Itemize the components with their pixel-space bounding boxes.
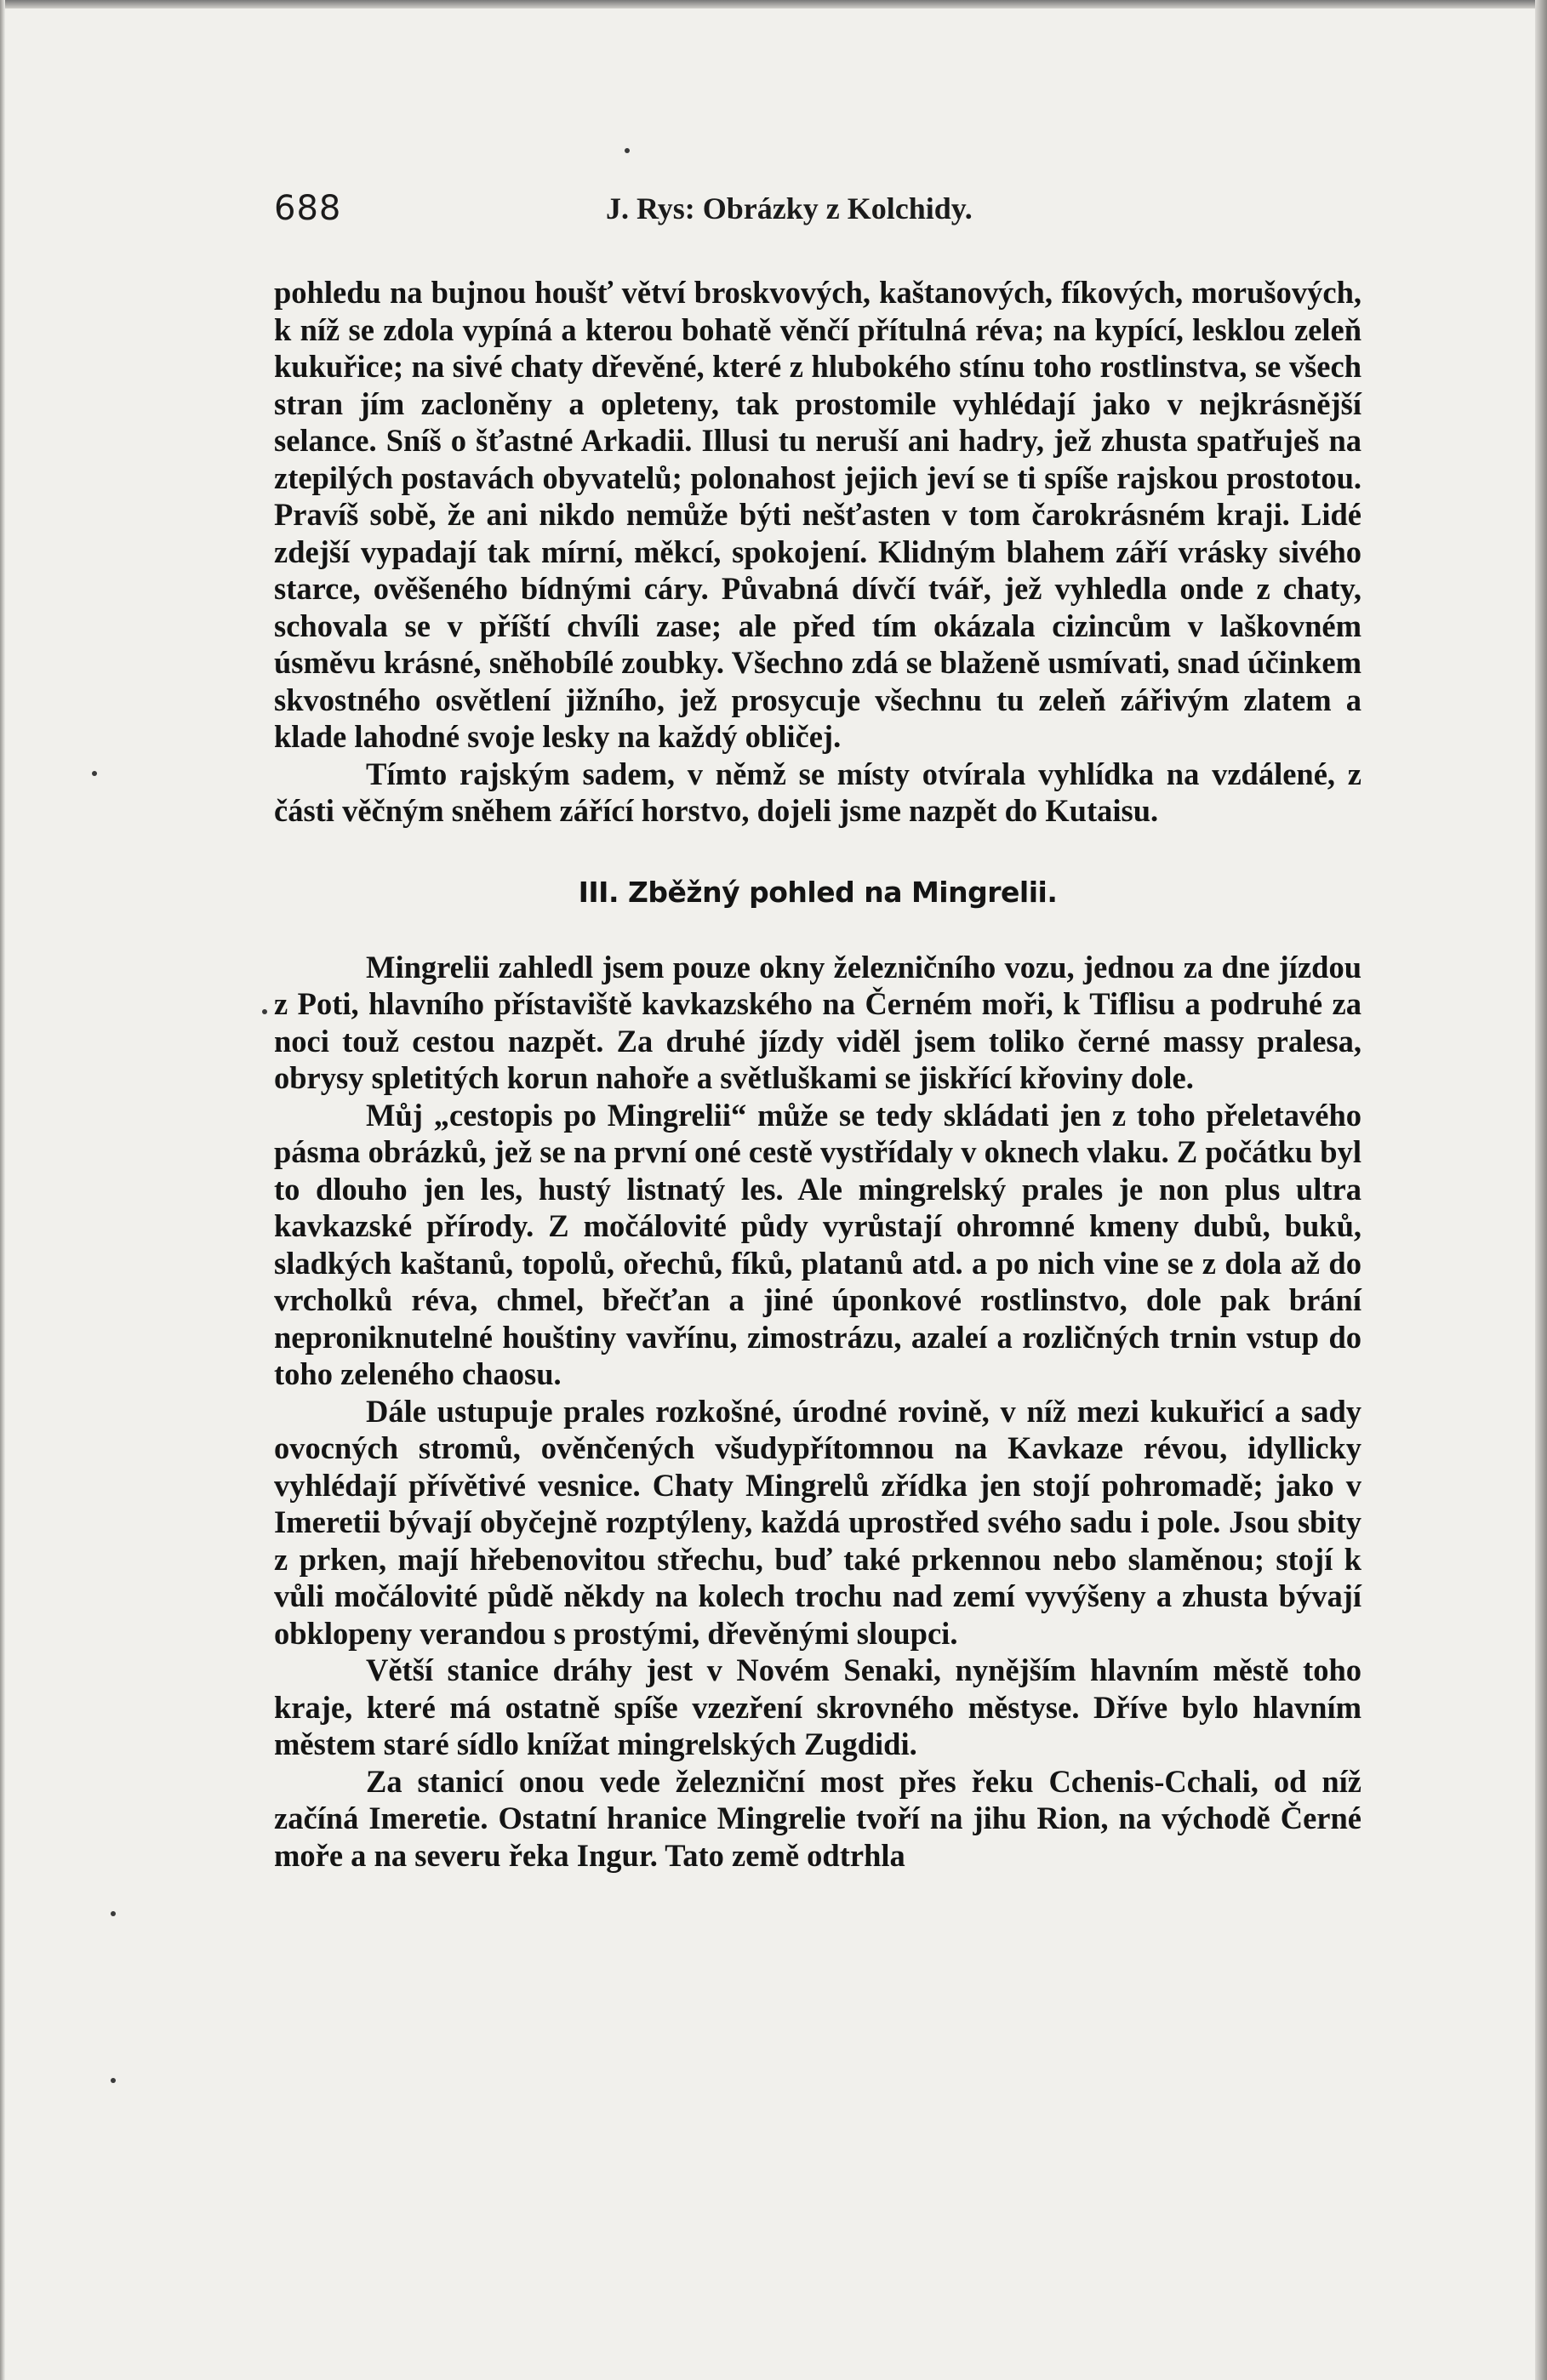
paragraph: pohledu na bujnou houšť větví broskvových, kaštanových, fíkových, morušových, k níž se zdola vypíná a kterou bohatě věnčí přítulná réva; na kypící, lesklou zeleň kukuřice; na sivé chaty dřevěné, které z hlubokého stínu toho rostlinstva, se všech stran jím zacloněny a opleteny, tak prostomile vyhlédají jako v nejkrásnější selance. Sníš o šťastné Arkadii. Illusi tu neruší ani hadry, jež zhusta spatřuješ na ztepilých postavách obyvatelů; polonahost jejich jeví se ti spíše rajskou prostotou. Pravíš sobě, že ani nikdo nemůže býti nešťasten v tom čarokrásném kraji. Lidé zdejší vypadají tak mírní, měkcí, spokojení. Klidným blahem září vrásky sivého starce, ověšeného bídnými cáry. Půvabná dívčí tvář, jež vyhledla onde z chaty, schovala se v příští chvíli zase; ale před tím okázala cizincům v laškovném úsměvu krásné, sněhobílé zoubky. Všechno zdá se blaženě usmívati, snad účinkem skvostného osvětlení jižního, jež prosycuje všechnu tu zeleň zářivým zlatem a klade lahodné svoje lesky na každý obličej. xyxy=(274,275,1361,754)
page-edge-shadow xyxy=(0,0,5,2380)
paragraph: Můj „cestopis po Mingrelii“ může se tedy skládati jen z toho přeletavého pásma obrázků, jež se na první oné cestě vystřídaly v oknech vlaku. Z počátku byl to dlouho jen les, hustý listnatý les. Ale mingrelský prales je non plus ultra kavkazské přírody. Z močálovité půdy vyrůstají ohromné kmeny dubů, buků, sladkých kaštanů, topolů, ořechů, fíků, platanů atd. a po nich vine se z dola až do vrcholků réva, chmel, břečťan a jiné úponkové rostlinstvo, dole pak brání neproniknutelné houštiny vavřínu, zimostrázu, azaleí a rozličných trnin vstup do toho zeleného chaosu. xyxy=(274,1097,1361,1391)
paragraph: Tímto rajským sadem, v němž se místy otvírala vyhlídka na vzdálené, z části věčným sněhem zářící horstvo, dojeli jsme nazpět do Kutaisu. xyxy=(274,756,1361,828)
page-number: 688 xyxy=(274,189,342,228)
page-header xyxy=(274,189,1363,240)
print-speck xyxy=(262,1009,267,1014)
body-text xyxy=(274,274,1361,1874)
paragraph: Větší stanice dráhy jest v Novém Senaki, nynějším hlavním městě toho kraje, které má ostatně spíše vzezření skrovného městyse. Dříve bylo hlavním městem staré sídlo knížat mingrelských Zugdidi. xyxy=(274,1652,1361,1761)
running-head: J. Rys: Obrázky z Kolchidy. xyxy=(606,191,973,225)
paragraph: Za stanicí onou vede železniční most přes řeku Cchenis-Cchali, od níž začíná Imeretie. Ostatní hranice Mingrelie tvoří na jihu Rion, na východě Černé moře a na severu řeka Ingur. Tato země odtrhla xyxy=(274,1763,1361,1873)
print-speck xyxy=(111,2078,116,2083)
print-speck xyxy=(92,771,97,776)
section-heading: III. Zběžný pohled na Mingrelii. xyxy=(578,875,1058,909)
paragraph: Dále ustupuje prales rozkošné, úrodné rovině, v níž mezi kukuřicí a sady ovocných stromů, ověnčených všudypřítomnou na Kavkaze révou, idyllicky vyhlédají přívětivé vesnice. Chaty Mingrelů zřídka jen stojí pohromadě; jako v Imeretii bývají obyčejně rozptýleny, každá uprostřed svého sadu i pole. Jsou sbity z prken, mají hřebenovitou střechu, buď také prkennou nebo slaměnou; stojí k vůli močálovité půdě někdy na kolech trochu nad zemí vyvýšeny a zhusta bývají obklopeny verandou s prostými, dřevěnými sloupci. xyxy=(274,1393,1361,1651)
print-speck xyxy=(111,1911,116,1916)
print-speck xyxy=(625,148,630,153)
paragraph: Mingrelii zahledl jsem pouze okny železničního vozu, jednou za dne jízdou z Poti, hlavního přístaviště kavkazského na Černém moři, k Tiflisu a podruhé za noci touž cestou nazpět. Za druhé jízdy viděl jsem toliko černé massy pralesa, obrysy spletitých korun nahoře a světluškami se jiskřící křoviny dole. xyxy=(274,949,1361,1095)
